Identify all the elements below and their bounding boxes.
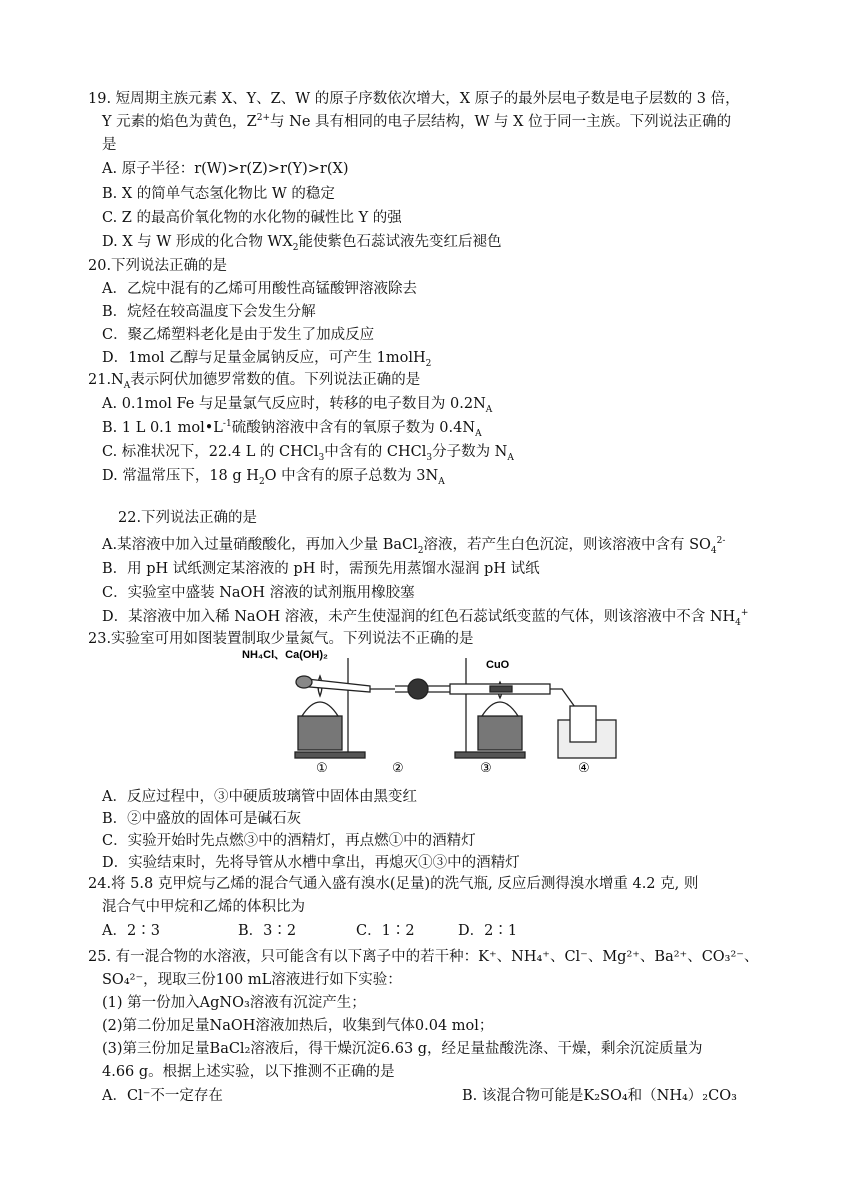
label-1: ① xyxy=(316,761,328,772)
q25-step-2: (2)第二份加足量NaOH溶液加热后，收集到气体0.04 mol； xyxy=(102,1018,494,1034)
q25-step-1: (1) 第一份加入AgNO₃溶液有沉淀产生； xyxy=(102,995,366,1011)
q23-option-b: B．②中盛放的固体可是碱石灰 xyxy=(102,811,302,827)
q19-option-a: A. 原子半径：r(W)>r(Z)>r(Y)>r(X) xyxy=(102,161,349,177)
stand-base-1 xyxy=(295,752,365,758)
q20-option-b: B．烷烃在较高温度下会发生分解 xyxy=(102,304,316,320)
q24-option-d: D．2∶1 xyxy=(458,923,518,939)
q25-option-a: A．Cl⁻不一定存在 xyxy=(102,1088,223,1104)
q23-option-a: A．反应过程中，③中硬质玻璃管中固体由黑变红 xyxy=(102,789,417,805)
q19-option-d: D. X 与 W 形成的化合物 $WX_2$能使紫色石蕊试液先变红后褪色 xyxy=(102,234,502,253)
q24-stem-line2: 混合气中甲烷和乙烯的体积比为 xyxy=(102,899,305,915)
q21-option-b: B. 1 L 0.1 $mol•L^{-1}$硫酸钠溶液中含有的氧原子数为 $0.4N_A$ xyxy=(102,419,482,439)
burner-block-1 xyxy=(298,716,342,750)
q25-stem-line2: SO₄²⁻，现取三份100 mL溶液进行如下实验： xyxy=(102,972,402,988)
q24-option-b: B．3∶2 xyxy=(238,923,297,939)
label-4: ④ xyxy=(578,761,590,772)
q25-option-b: B. 该混合物可能是K₂SO₄和（NH₄）₂CO₃ xyxy=(462,1088,737,1104)
label-2: ② xyxy=(392,761,404,772)
q20-option-a: A．乙烷中混有的乙烯可用酸性高锰酸钾溶液除去 xyxy=(102,281,417,297)
q21-option-c: C. 标准状况下，22.4 L 的 CHCl$_3$中含有的 CHCl$_3$分子数为 $N_A$ xyxy=(102,444,514,463)
nitrogen-apparatus-diagram xyxy=(240,648,620,772)
collecting-bottle xyxy=(570,706,596,742)
cuo-label: CuO xyxy=(486,659,510,671)
q19-option-c: C. Z 的最高价氧化物的水化物的碱性比 Y 的强 xyxy=(102,210,402,226)
q25-step-3: (3)第三份加足量BaCl₂溶液后，得干燥沉淀6.63 g，经足量盐酸洗涤、干燥，剩余沉淀质量为 xyxy=(102,1041,703,1057)
q23-option-c: C．实验开始时先点燃③中的酒精灯，再点燃①中的酒精灯 xyxy=(102,833,476,849)
q20-stem: 20.下列说法正确的是 xyxy=(88,258,228,274)
q24-stem-line1: 24.将 5.8 克甲烷与乙烯的混合气通入盛有溴水(足量)的洗气瓶, 反应后测得溴水增重 4.2 克, 则 xyxy=(88,876,699,892)
q22-stem: 22.下列说法正确的是 xyxy=(118,510,258,526)
q21-option-a: A. 0.1mol Fe 与足量氯气反应时，转移的电子数目为 $0.2N_A$ xyxy=(102,396,493,415)
burner-block-3 xyxy=(478,716,522,750)
q22-option-c: C．实验室中盛装 NaOH 溶液的试剂瓶用橡胶塞 xyxy=(102,585,415,601)
q25-step-4: 4.66 g。根据上述实验，以下推测不正确的是 xyxy=(102,1064,395,1080)
q22-option-d: D．某溶液中加入稀 NaOH 溶液，未产生使湿润的红色石蕊试纸变蓝的气体，则该溶液中不含 $NH_4^+$ xyxy=(102,608,749,628)
q21-stem: $21.N_A$表示阿伏加德罗常数的值。下列说法正确的是 xyxy=(88,372,421,391)
stand-base-3 xyxy=(455,752,525,758)
q24-option-c: C．1∶2 xyxy=(356,923,415,939)
q25-stem-line1: 25. 有一混合物的水溶液，只可能含有以下离子中的若干种：K⁺、NH₄⁺、Cl⁻、Mg²⁺、Ba²⁺、CO₃²⁻、 xyxy=(88,949,759,965)
q20-option-c: C．聚乙烯塑料老化是由于发生了加成反应 xyxy=(102,327,375,343)
q23-stem: 23.实验室可用如图装置制取少量氮气。下列说法不正确的是 xyxy=(88,631,474,647)
q22-option-a: A.某溶液中加入过量硝酸酸化，再加入少量 BaCl$_2$溶液，若产生白色沉淀，则该溶液中含有 $SO_4^{2-}$ xyxy=(102,536,726,556)
q24-option-a: A．2∶3 xyxy=(102,923,160,939)
q19-stem-line2: Y 元素的焰色为黄色，$Z^{2+}$与 Ne 具有相同的电子层结构，W 与 X 位于同一主族。下列说法正确的 xyxy=(102,113,732,130)
q19-stem-line3: 是 xyxy=(102,137,117,153)
reagent-label: NH₄Cl、Ca(OH)₂ xyxy=(242,649,328,661)
alcohol-lamp-3 xyxy=(482,702,518,716)
cuo-solid xyxy=(490,686,512,692)
q21-option-d: D. 常温常压下，18 g $H_2O$ 中含有的原子总数为 $3N_A$ xyxy=(102,468,445,487)
drying-bulb xyxy=(408,679,428,699)
q20-option-d: D．1mol 乙醇与足量金属钠反应，可产生 1molH$_2$ xyxy=(102,350,432,369)
q19-stem-line1: 19. 短周期主族元素 X、Y、Z、W 的原子序数依次增大，X 原子的最外层电子数是电子层数的 3 倍， xyxy=(88,91,740,107)
alcohol-lamp-1 xyxy=(302,702,338,716)
label-3: ③ xyxy=(480,761,492,772)
q23-option-d: D．实验结束时，先将导管从水槽中拿出，再熄灭①③中的酒精灯 xyxy=(102,855,520,871)
reagent-solid xyxy=(296,676,312,688)
q22-option-b: B．用 pH 试纸测定某溶液的 pH 时，需预先用蒸馏水湿润 pH 试纸 xyxy=(102,561,540,577)
q19-option-b: B. X 的简单气态氢化物比 W 的稳定 xyxy=(102,186,335,202)
